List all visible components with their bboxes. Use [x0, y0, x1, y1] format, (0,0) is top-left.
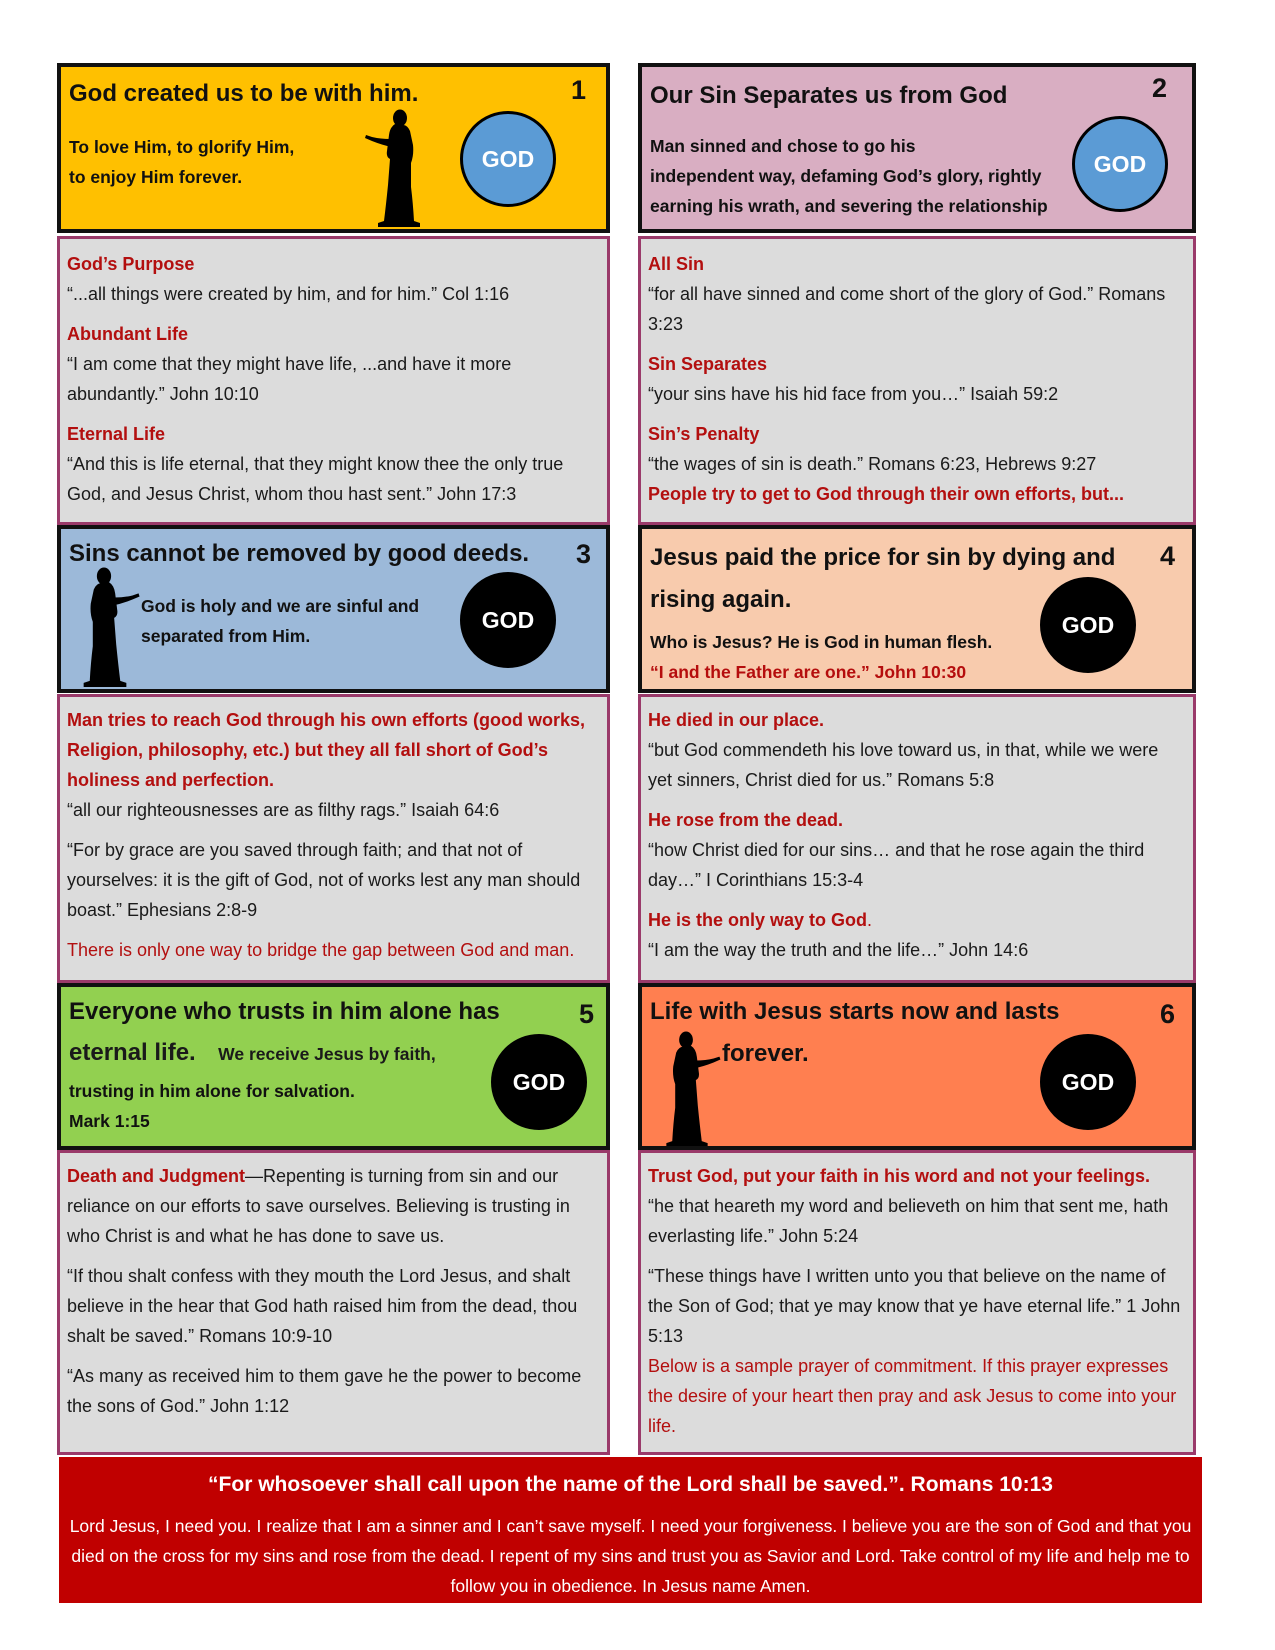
panel-4-header	[638, 525, 1196, 693]
entry-heading: Sin Separates	[648, 354, 768, 374]
verse-text: “If thou shalt confess with they mouth the Lord Jesus, and shalt believe in the hear that God hath raised him from the dead, thou shalt be saved.” Romans 10:9-10	[67, 1266, 578, 1346]
panel-5-title-line2: eternal life. We receive Jesus by faith,	[69, 1039, 436, 1066]
entry-heading: He rose from the dead.	[648, 810, 844, 830]
jesus-silhouette-icon	[652, 1031, 722, 1149]
entry-heading: He is the only way to God	[648, 910, 868, 930]
jesus-silhouette-icon	[363, 109, 435, 229]
panel-5-header	[57, 983, 610, 1150]
panel-6-number: 6	[1160, 999, 1176, 1029]
panel-5-number: 5	[579, 999, 595, 1029]
entry-text: “And this is life eternal, that they might know thee the only true God, and Jesus Christ, whom thou hast sent.” John 17:3	[67, 454, 564, 504]
panel-6-intro: Trust God, put your faith in his word and not your feelings.	[648, 1166, 1151, 1186]
god-circle: GOD	[460, 572, 556, 668]
panel-2-number: 2	[1152, 73, 1168, 103]
god-circle: GOD	[491, 1034, 587, 1130]
panel-3-intro: Man tries to reach God through his own efforts (good works, Religion, philosophy, etc.) but they all fall short of God’s holiness and perfection.	[67, 710, 586, 790]
entry-heading: Death and Judgment	[67, 1166, 246, 1186]
panel-6-closing: Below is a sample prayer of commitment. If this prayer expresses the desire of your heart then pray and ask Jesus to come into your life.	[648, 1356, 1177, 1436]
entry-text: “for all have sinned and come short of the glory of God.” Romans 3:23	[648, 284, 1166, 334]
panel-4-number: 4	[1160, 541, 1176, 571]
panel-2-closing: People try to get to God through their own efforts, but...	[648, 484, 1124, 504]
panel-6-title-line1: Life with Jesus starts now and lasts	[650, 998, 1060, 1025]
entry-heading: God’s Purpose	[67, 254, 195, 274]
verse-text: “For by grace are you saved through faith; and that not of yourselves: it is the gift of God, not of works lest any man should boast.” Ephesians 2:8-9	[67, 840, 581, 920]
panel-2-title: Our Sin Separates us from God	[650, 82, 1008, 109]
footer-verse: “For whosoever shall call upon the name of the Lord shall be saved.”. Romans 10:13	[208, 1473, 1053, 1496]
verse-text: “These things have I written unto you that believe on the name of the Son of God; that ye may know that ye have eternal life.” 1 John 5:13	[648, 1266, 1181, 1346]
verse-text: “he that heareth my word and believeth on him that sent me, hath everlasting life.” John 5:24	[648, 1196, 1169, 1246]
god-circle: GOD	[1040, 577, 1136, 673]
god-circle: GOD	[1040, 1034, 1136, 1130]
panel-1-header	[57, 63, 610, 233]
god-circle: GOD	[1072, 116, 1168, 212]
panel-5-body	[57, 1150, 610, 1455]
entry-heading: Abundant Life	[67, 324, 188, 344]
panel-6-header	[638, 983, 1196, 1150]
entry-heading: All Sin	[648, 254, 705, 274]
entry-text: “I am the way the truth and the life…” John 14:6	[648, 940, 1029, 960]
panel-6-title-line2: forever.	[722, 1040, 809, 1067]
panel-1-number: 1	[571, 75, 587, 105]
panel-4-title: Jesus paid the price for sin by dying and rising again.	[650, 544, 1116, 613]
panel-3-closing: There is only one way to bridge the gap between God and man.	[67, 940, 575, 960]
entry-text: “I am come that they might have life, ...and have it more abundantly.” John 10:10	[67, 354, 512, 404]
entry-heading: He died in our place.	[648, 710, 825, 730]
panel-4-body: He died in our place. “but God commendeth his love toward us, in that, while we were yet sinners, Christ died for us.” Romans 5:8 He rose from the dead. “how Christ died for our sins… and that he rose again the third day…” I Corinthians 15:3-4 He is the only way to God. “I am the way the truth and the life…” John 14:6	[638, 694, 1196, 983]
entry-text: “how Christ died for our sins… and that he rose again the third day…” I Corinthians 15:3-4	[648, 840, 1145, 890]
entry-text: —Repenting is turning from sin and our reliance on our efforts to save ourselves. Believing is trusting in who Christ is and what he has done to save us.	[67, 1166, 570, 1246]
entry-heading: Sin’s Penalty	[648, 424, 760, 444]
entry-heading: Eternal Life	[67, 424, 166, 444]
entry-text: “but God commendeth his love toward us, in that, while we were yet sinners, Christ died for us.” Romans 5:8	[648, 740, 1159, 790]
jesus-silhouette-icon	[69, 567, 141, 689]
footer-prayer: Lord Jesus, I need you. I realize that I am a sinner and I can’t save myself. I need your forgiveness. I believe you are the son of God and that you died on the cross for my sins and rose from the dead. I repent of my sins and trust you as Savior and Lord. Take control of my life and help me to follow you in obedience. In Jesus name Amen.	[69, 1516, 1192, 1596]
god-circle: GOD	[460, 111, 556, 207]
panel-3-body	[57, 694, 610, 983]
panel-5-subtitle: trusting in him alone for salvation. Mark 1:15	[69, 1081, 355, 1131]
panel-3-title: Sins cannot be removed by good deeds.	[69, 540, 530, 567]
panel-3-header	[57, 525, 610, 693]
panel-1-body	[57, 236, 610, 525]
verse-text: “As many as received him to them gave he the power to become the sons of God.” John 1:12	[67, 1366, 582, 1416]
panel-2-subtitle: Man sinned and chose to go his independent way, defaming God’s glory, rightly earning his wrath, and severing the relationship	[650, 136, 1048, 216]
panel-3-subtitle: God is holy and we are sinful and separated from Him.	[141, 596, 420, 646]
entry-text: “...all things were created by him, and for him.” Col 1:16	[67, 284, 510, 304]
verse-text: “all our righteousnesses are as filthy rags.” Isaiah 64:6	[67, 800, 500, 820]
panel-4-subtitle: Who is Jesus? He is God in human flesh. “I and the Father are one.” John 10:30	[650, 632, 993, 682]
prayer-footer	[59, 1457, 1202, 1603]
panel-2-header	[638, 63, 1196, 233]
panel-1-title: God created us to be with him.	[69, 80, 419, 107]
entry-text: “the wages of sin is death.” Romans 6:23, Hebrews 9:27	[648, 454, 1097, 474]
panel-5-title-line1: Everyone who trusts in him alone has	[69, 998, 500, 1025]
entry-text: “your sins have his hid face from you…” Isaiah 59:2	[648, 384, 1059, 404]
panel-1-subtitle: To love Him, to glorify Him, to enjoy Him forever.	[69, 137, 295, 187]
panel-2-body	[638, 236, 1196, 525]
panel-6-body	[638, 1150, 1196, 1455]
panel-3-number: 3	[576, 539, 592, 569]
